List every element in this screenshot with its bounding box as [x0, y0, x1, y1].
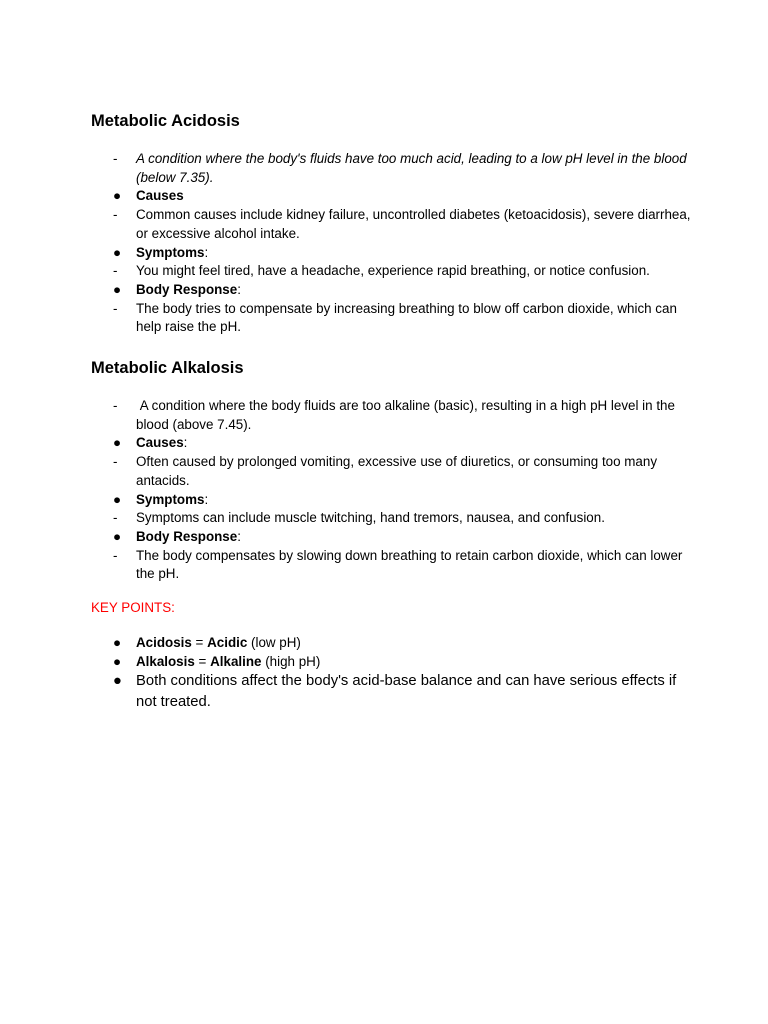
alkalosis-note: (high pH) — [265, 653, 321, 669]
alkalosis-symptoms-text: Symptoms can include muscle twitching, hand tremors, nausea, and confusion. — [136, 510, 605, 526]
alkalosis-symptoms-text-item — [91, 509, 691, 528]
dash-marker: - — [113, 510, 118, 526]
acidosis-causes-label: Causes — [136, 188, 184, 204]
acidosis-causes-text-item — [91, 206, 691, 243]
acidosis-symptoms-text-item — [91, 262, 691, 281]
colon: : — [204, 244, 209, 260]
alkalosis-term: Alkalosis — [136, 653, 195, 669]
acidosis-causes-item — [91, 187, 691, 206]
dash-marker: - — [113, 398, 118, 413]
acidosis-response-text: The body tries to compensate by increasing breathing to blow off carbon dioxide, which can help raise the pH. — [136, 300, 677, 335]
alkalosis-heading: Metabolic Alkalosis — [91, 359, 244, 377]
acidosis-heading: Metabolic Acidosis — [91, 112, 240, 130]
alkalosis-definition-item — [91, 397, 691, 434]
bullet-marker: ● — [113, 528, 122, 544]
alkalosis-definition: A condition where the body fluids are too alkaline (basic), resulting in a high pH level in the blood (above 7.45). — [136, 398, 679, 432]
dash-marker: - — [113, 263, 118, 279]
acidosis-symptoms-item — [91, 244, 691, 263]
dash-marker: - — [113, 300, 118, 316]
key-point-both — [91, 671, 691, 712]
acidosis-note: (low pH) — [251, 635, 301, 650]
key-point-alkalosis — [91, 653, 691, 672]
alkalosis-causes-text-item — [91, 453, 691, 490]
bullet-marker: ● — [113, 653, 122, 669]
key-points-section — [91, 634, 691, 712]
acidosis-response-text-item — [91, 300, 691, 337]
bullet-marker: ● — [113, 281, 122, 297]
equals-sign: = — [198, 653, 207, 669]
colon: : — [237, 528, 241, 544]
alkalosis-symptoms-label: Symptoms — [136, 491, 205, 507]
bullet-marker: ● — [113, 491, 122, 507]
alkalosis-equivalent: Alkaline — [210, 653, 262, 669]
alkalosis-symptoms-item — [91, 491, 691, 510]
acidosis-symptoms-text: You might feel tired, have a headache, experience rapid breathing, or notice confusion. — [136, 263, 650, 279]
dash-marker: - — [113, 207, 118, 223]
alkalosis-response-label: Body Response — [136, 528, 238, 544]
alkalosis-causes-text: Often caused by prolonged vomiting, excessive use of diuretics, or consuming too many antacids. — [136, 454, 658, 488]
acidosis-causes-text: Common causes include kidney failure, uncontrolled diabetes (ketoacidosis), severe diarrhea, or excessive alcohol intake. — [136, 207, 691, 241]
colon: : — [204, 491, 209, 507]
acidosis-response-item — [91, 281, 691, 300]
key-points-list — [91, 634, 691, 712]
acidosis-section — [91, 110, 691, 337]
acidosis-response-label: Body Response — [136, 281, 238, 297]
acidosis-definition-item — [91, 150, 691, 187]
acidosis-equivalent: Acidic — [207, 635, 248, 650]
colon: : — [237, 281, 241, 297]
alkalosis-section — [91, 357, 691, 584]
dash-marker: - — [113, 547, 118, 563]
acidosis-definition: A condition where the body's fluids have too much acid, leading to a low pH level in the blood (below 7.35). — [136, 151, 687, 185]
alkalosis-causes-label: Causes — [136, 435, 184, 451]
alkalosis-response-text-item — [91, 547, 691, 584]
bullet-marker: ● — [113, 244, 122, 260]
bullet-marker: ● — [113, 435, 122, 451]
alkalosis-list — [91, 397, 691, 584]
key-points-heading: KEY POINTS: — [91, 600, 175, 615]
key-point-acidosis — [91, 634, 691, 653]
dash-marker: - — [113, 454, 118, 470]
acidosis-term: Acidosis — [136, 635, 192, 650]
dash-marker: - — [113, 151, 118, 166]
equals-sign: = — [195, 635, 204, 650]
acidosis-list — [91, 150, 691, 337]
alkalosis-causes-item — [91, 434, 691, 453]
bullet-marker: ● — [113, 188, 122, 204]
alkalosis-response-item — [91, 528, 691, 547]
acidosis-symptoms-label: Symptoms — [136, 244, 205, 260]
both-conditions-text: Both conditions affect the body's acid-base balance and can have serious effects if not treated. — [136, 673, 677, 710]
bullet-marker: ● — [113, 635, 122, 650]
bullet-marker: ● — [113, 673, 122, 690]
colon: : — [183, 435, 188, 451]
alkalosis-response-text: The body compensates by slowing down breathing to retain carbon dioxide, which can lower the pH. — [136, 547, 683, 582]
